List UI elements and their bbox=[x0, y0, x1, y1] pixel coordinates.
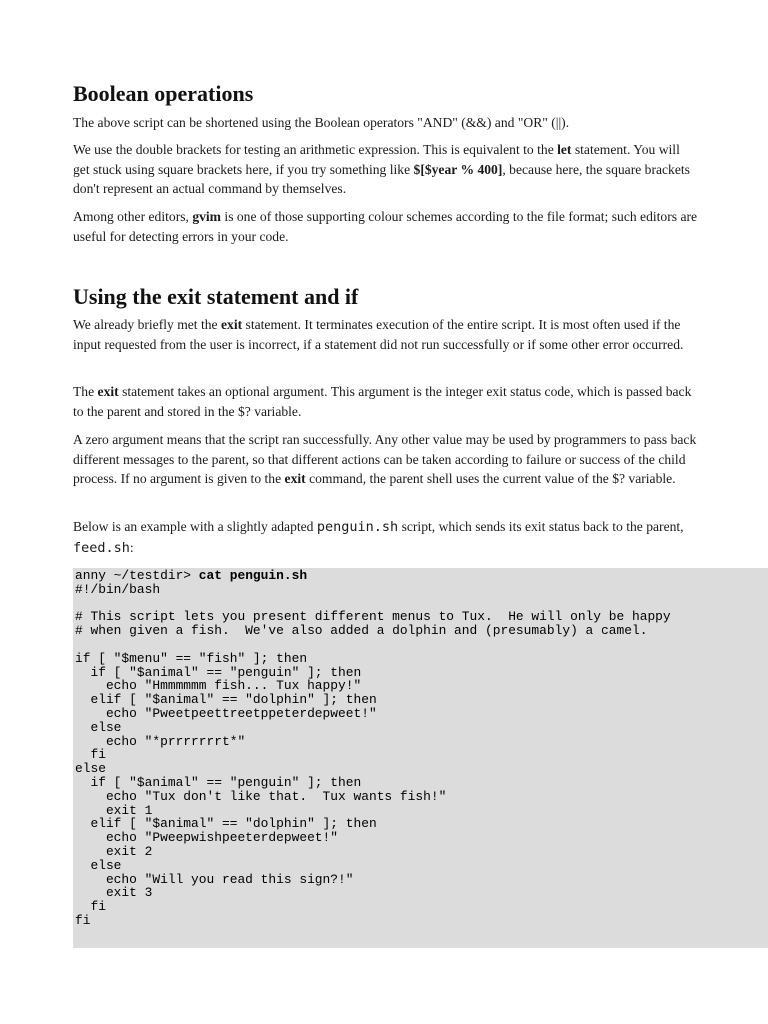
text-run: We already briefly met the bbox=[73, 317, 221, 332]
keyword-gvim: gvim bbox=[192, 209, 222, 224]
code-text bbox=[73, 568, 768, 928]
keyword-exit: exit bbox=[284, 471, 306, 487]
text-run: We use the double brackets for testing an arithmetic expression. This is equivalent to the bbox=[73, 142, 558, 157]
text-run: command, the parent shell uses the current value of the $? variable. bbox=[305, 471, 676, 487]
paragraph-zero-argument bbox=[73, 430, 698, 489]
text-run: : bbox=[129, 539, 134, 555]
paragraph-editors bbox=[73, 207, 698, 246]
filename-feed-sh: feed.sh bbox=[73, 539, 130, 556]
shell-prompt: anny ~/testdir> bbox=[75, 568, 199, 583]
text-run: Among other editors, bbox=[73, 209, 193, 224]
keyword-exit: exit bbox=[221, 317, 243, 332]
paragraph-example-intro bbox=[73, 517, 698, 558]
text-run: Below is an example with a slightly adapted bbox=[73, 519, 317, 534]
paragraph-boolean-intro: The above script can be shortened using the Boolean operators "AND" (&&) and "OR" (||). bbox=[73, 115, 570, 130]
paragraph-double-brackets bbox=[73, 140, 698, 199]
text-run: The bbox=[73, 384, 98, 399]
heading-boolean-operations: Boolean operations bbox=[73, 81, 254, 106]
paragraph-exit-argument bbox=[73, 382, 698, 421]
heading-exit-statement: Using the exit statement and if bbox=[73, 284, 359, 309]
paragraph-exit-intro bbox=[73, 315, 698, 354]
keyword-let: let bbox=[557, 142, 572, 157]
text-run: statement takes an optional argument. This argument is the integer exit status code, which is passed back to the parent and stored in the $? variable. bbox=[73, 384, 692, 419]
text-run: is one of those supporting colour schemes according to the file format; such editors are useful for detecting errors in your code. bbox=[73, 209, 698, 244]
filename-penguin-sh: penguin.sh bbox=[316, 519, 399, 535]
code-listing bbox=[73, 568, 768, 948]
text-run: statement. It terminates execution of the entire script. It is most often used if the input requested from the user is incorrect, if a statement did not run successfully or if some other error occurred. bbox=[73, 317, 684, 352]
text-run: script, which sends its exit status back to the parent, bbox=[398, 519, 684, 534]
code-expression: $[$year % 400] bbox=[413, 161, 503, 177]
text-run: , because here, the square brackets don't represent an actual command by themselves. bbox=[73, 161, 690, 197]
text-run: statement. You will get stuck using square brackets here, if you try something like bbox=[73, 142, 680, 177]
keyword-exit: exit bbox=[97, 384, 119, 399]
text-run: A zero argument means that the script ran successfully. Any other value may be used by programmers to pass back different messages to the parent, so that different actions can be taken according to failure or success of the child process. If no argument is given to the bbox=[73, 432, 697, 487]
shell-command: cat penguin.sh bbox=[198, 568, 308, 583]
script-body: #!/bin/bash # This script lets you present different menus to Tux. He will only be happy # when given a fish. We've also added a dolphin and (presumably) a camel. if [ "$menu" == "fish" ]; then if [ "$animal" == "penguin" ]; then echo "Hmmmmmm fish... Tux happy!" elif [ "$animal" == "dolphin" ]; then echo "Pweetpeettreetppeterdepweet!" else echo "*prrrrrrrt*" fi else if [ "$animal" == "penguin" ]; then echo "Tux don't like that. Tux wants fish!" exit 1 elif [ "$animal" == "dolphin" ]; then echo "Pweepwishpeeterdepweet!" exit 2 else echo "Will you read this sign?!" exit 3 fi fi bbox=[75, 581, 671, 928]
